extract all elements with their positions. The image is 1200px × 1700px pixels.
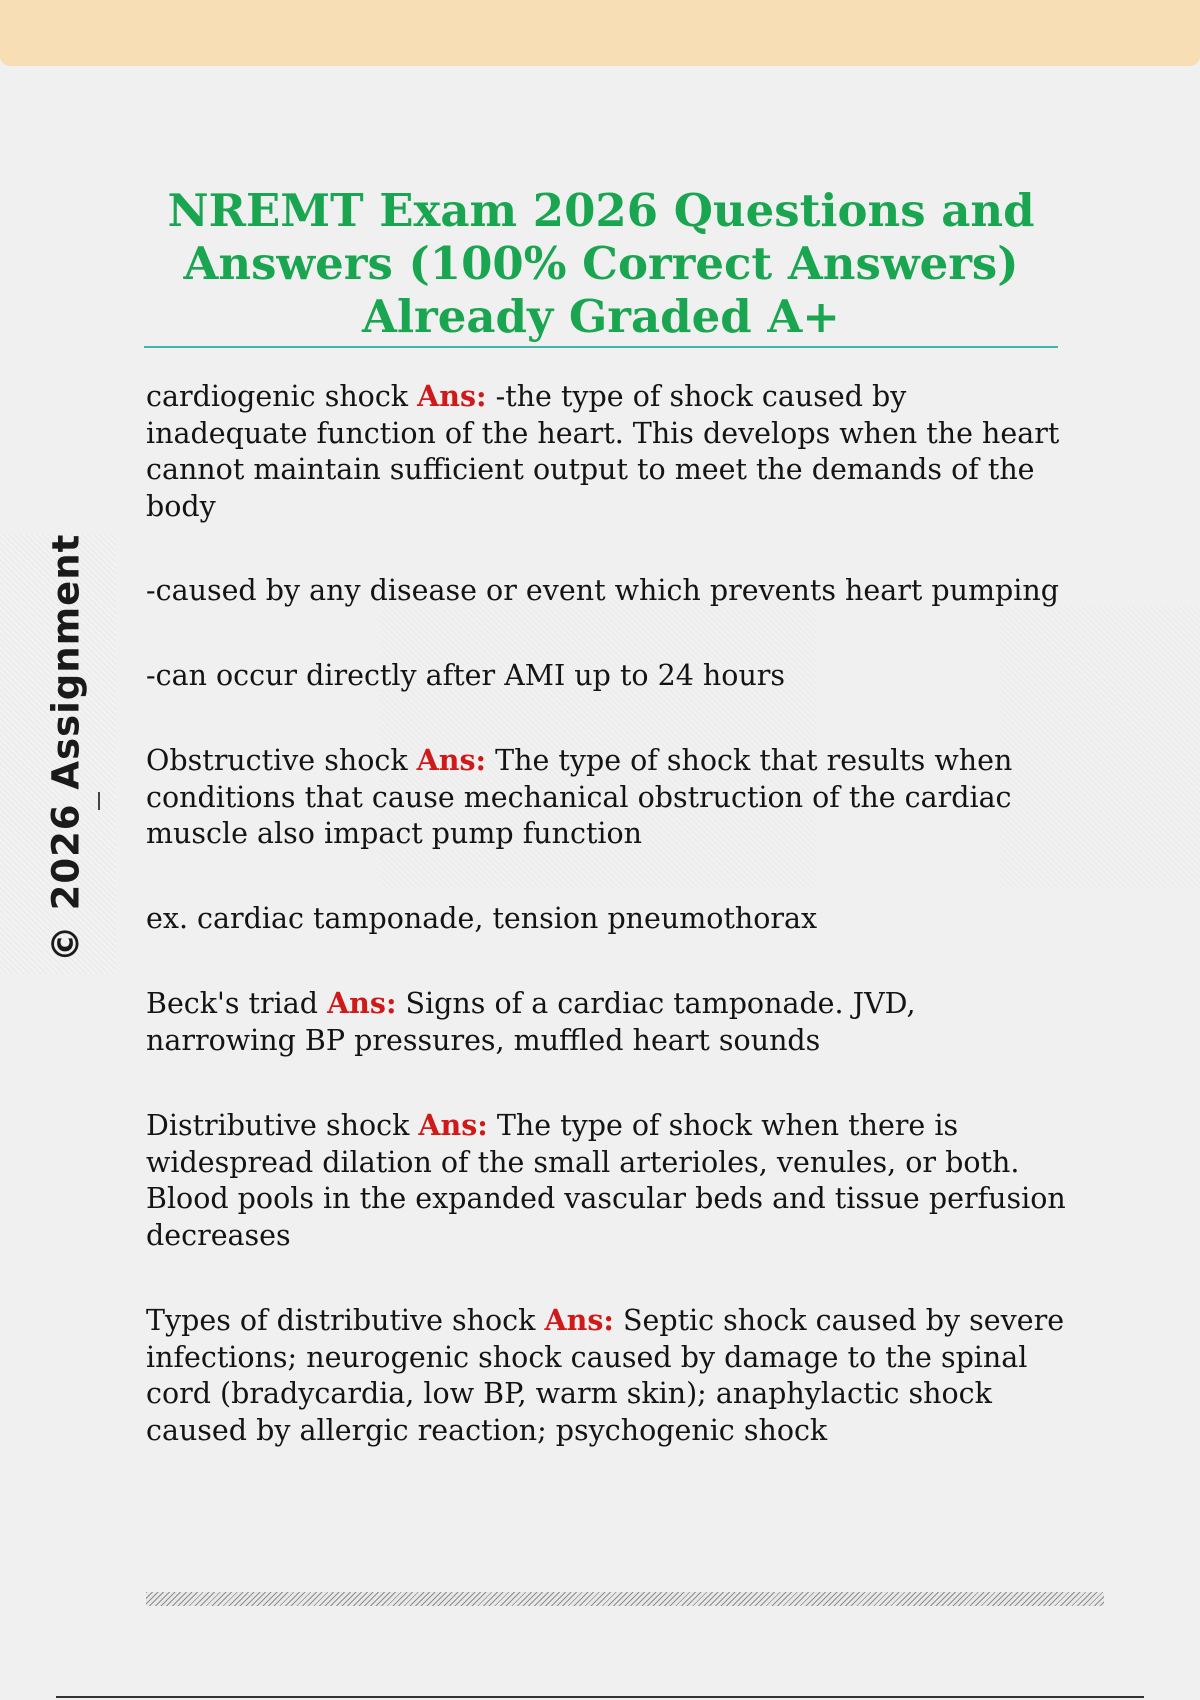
entry-answer: -the type of shock caused by inadequate function of the heart. This develops when the heart cannot maintain sufficient output to meet the demands of the body bbox=[146, 380, 1060, 523]
watermark-mark bbox=[98, 792, 100, 810]
note-paragraph: ex. cardiac tamponade, tension pneumothorax bbox=[146, 901, 818, 935]
entry-term: cardiogenic shock bbox=[146, 380, 409, 413]
entry-term: Distributive shock bbox=[146, 1109, 410, 1142]
answer-marker: Ans: bbox=[416, 743, 487, 777]
title-divider bbox=[144, 346, 1058, 348]
entry-term: Beck's triad bbox=[146, 987, 318, 1020]
qa-entry bbox=[146, 742, 1066, 853]
qa-entry bbox=[146, 985, 1066, 1059]
note-paragraph: -caused by any disease or event which prevents heart pumping bbox=[146, 574, 1059, 607]
note-paragraph: -can occur directly after AMI up to 24 hours bbox=[146, 658, 786, 692]
answer-marker: Ans: bbox=[417, 379, 487, 413]
entry-answer: The type of shock that results when conditions that cause mechanical obstruction of the cardiac muscle also impact pump function bbox=[146, 744, 1013, 850]
watermark-text: © 2026 Assignment bbox=[44, 533, 88, 963]
entry-answer: The type of shock when there is widespread dilation of the small arterioles, venules, or both. Blood pools in the expanded vascular beds and tissue perfusion decreases bbox=[146, 1109, 1066, 1252]
document-title: NREMT Exam 2026 Questions and Answers (100% Correct Answers) Already Graded A+ bbox=[167, 184, 1035, 343]
qa-entry bbox=[146, 378, 1066, 525]
answer-marker: Ans: bbox=[544, 1303, 614, 1337]
footer-hatch-band bbox=[146, 1592, 1104, 1606]
qa-entry bbox=[146, 1302, 1066, 1449]
entry-answer: Septic shock caused by severe infections; neurogenic shock caused by damage to the spinal cord (bradycardia, low BP, warm skin); anaphylactic shock caused by allergic reaction; psychogenic shock bbox=[146, 1304, 1065, 1447]
footer-rule bbox=[56, 1696, 1144, 1698]
entry-term: Obstructive shock bbox=[146, 744, 408, 777]
top-banner bbox=[0, 0, 1200, 66]
qa-entry bbox=[146, 1107, 1066, 1254]
document-body bbox=[146, 378, 1066, 1497]
answer-marker: Ans: bbox=[327, 986, 397, 1020]
entry-term: Types of distributive shock bbox=[146, 1304, 536, 1337]
answer-marker: Ans: bbox=[418, 1108, 488, 1142]
entry-answer: Signs of a cardiac tamponade. JVD, narrowing BP pressures, muffled heart sounds bbox=[146, 987, 916, 1057]
